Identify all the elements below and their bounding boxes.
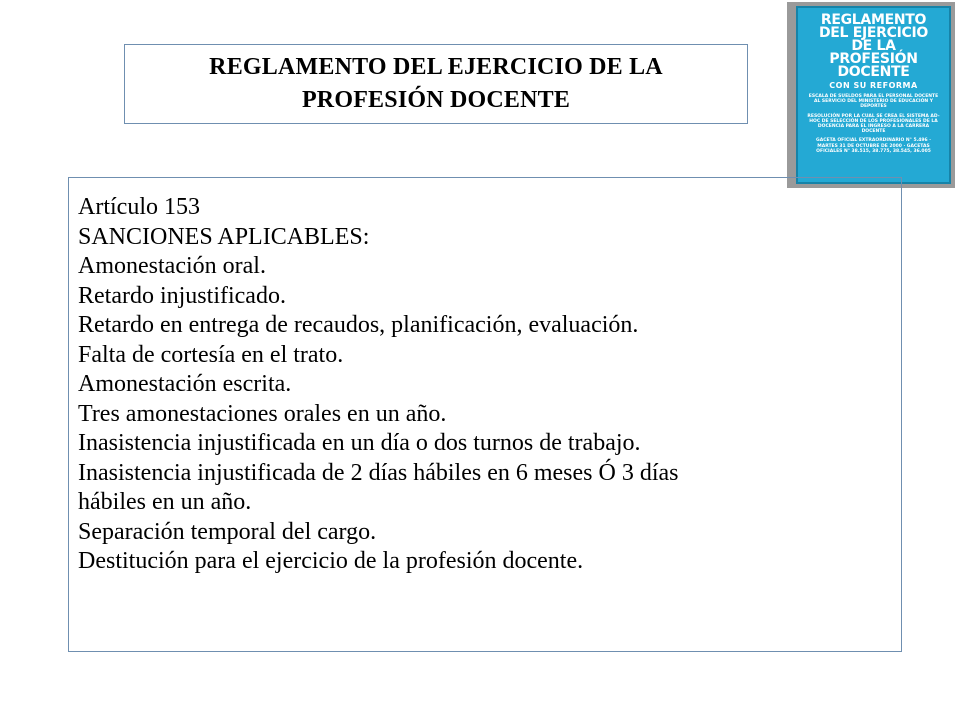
list-item: Inasistencia injustificada en un día o dos turnos de trabajo. [78,430,641,456]
list-item: Separación temporal del cargo. [78,518,377,545]
book-cover [796,6,951,184]
list-item: Amonestación oral. [78,253,266,279]
title-line-1: REGLAMENTO DEL EJERCICIO DE LA [209,54,663,80]
title-line-2: PROFESIÓN DOCENTE [301,87,571,113]
list-item: Tres amonestaciones orales en un año. [78,400,447,427]
content-box [68,177,902,652]
section-heading: SANCIONES APLICABLES: [78,223,370,250]
list-item: hábiles en un año. [78,489,252,515]
cover-text-block-1: ESCALA DE SUELDOS PARA EL PERSONAL DOCENTE AL SERVICIO DEL MINISTERIO DE EDUCACIÓN Y DEPORTES [808,94,939,110]
cover-text-block-3: GACETA OFICIAL EXTRAORDINARIO N° 5.496 · MARTES 31 DE OCTUBRE DE 2000 · GACETAS OFICIALES N° 38.515, 38.775, 38.545, 36.005 [816,138,931,154]
cover-subtitle: CON SU REFORMA [829,81,918,90]
cover-text-block-2: RESOLUCIÓN POR LA CUAL SE CREA EL SISTEMA AD-HOC DE SELECCIÓN DE LOS PROFESIONALES DE LA DOCENCIA PARA EL INGRESO A LA CARRERA DOCENTE [807,113,940,135]
cover-title-line: REGLAMENTO [820,12,927,28]
slide-title [209,51,663,117]
book-cover-image [787,2,955,188]
cover-title-line: DE LA [851,38,896,54]
list-item: Falta de cortesía en el trato. [78,341,344,368]
cover-title-line: DEL EJERCICIO [818,25,929,41]
cover-title-line: PROFESIÓN [829,51,918,67]
list-item: Destitución para el ejercicio de la profesión docente. [78,548,584,574]
article-number: Artículo 153 [78,194,200,220]
list-item: Retardo en entrega de recaudos, planificación, evaluación. [78,312,639,338]
list-item: Amonestación escrita. [78,371,292,397]
title-box [124,44,748,124]
cover-title [798,14,949,79]
list-item: Inasistencia injustificada de 2 días hábiles en 6 meses Ó 3 días [78,459,679,486]
list-item: Retardo injustificado. [78,282,286,309]
cover-title-line: DOCENTE [837,64,910,80]
